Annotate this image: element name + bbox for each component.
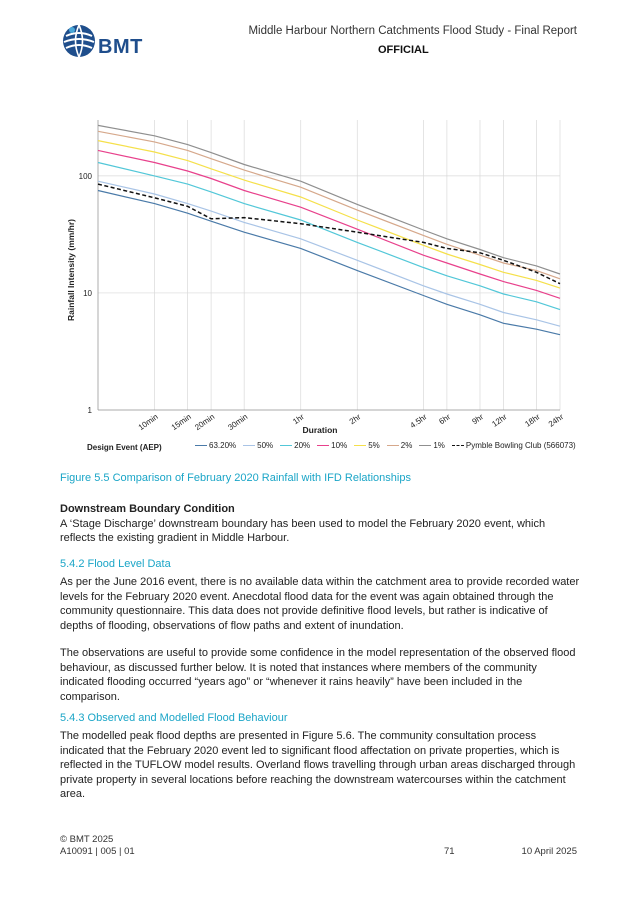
report-title: Middle Harbour Northern Catchments Flood Study - Final Report — [248, 25, 577, 37]
legend-item — [243, 441, 273, 450]
observed-heading: 5.4.3 Observed and Modelled Flood Behaviour — [60, 712, 288, 724]
downstream-text: A ‘Stage Discharge’ downstream boundary has been used to model the February 2020 event, which reflects the existing gradient in Middle Harbour. — [60, 517, 546, 544]
flood-level-p1: As per the June 2016 event, there is no available data within the catchment area to provide recorded water levels for the February 2020 event. Anecdotal flood data for the event was again obtained through the community questionnaire. This data does not provide definitive flood levels, but rather is indicative of depths of flooding, observations of flow paths and extent of inundation. — [60, 576, 580, 632]
legend-item — [280, 441, 310, 450]
flood-level-section — [60, 575, 580, 704]
x-tick-label: 12hr — [490, 412, 509, 429]
figure-caption: Figure 5.5 Comparison of February 2020 Rainfall with IFD Relationships — [60, 472, 411, 484]
flood-level-p2: The observations are useful to provide some confidence in the model representation of the observed flood behaviour, as discussed further below. It is noted that instances where members of the community indicated flooding occurred “years ago” or “whenever it rains heavily” have been included in the comparison. — [60, 647, 576, 703]
observed-p1: The modelled peak flood depths are presented in Figure 5.6. The community consultation process indicated that the February 2020 event led to significant flood affectation on private properties, which is reflected in the TUFLOW model results. Overland flows travelling through urban areas discharged through private property in several locations before reaching the downstream watercourses within the catchment area. — [60, 730, 576, 800]
series-line — [98, 125, 560, 274]
observed-section — [60, 729, 580, 802]
series-line — [98, 131, 560, 278]
legend-swatch — [317, 445, 329, 446]
chart-series — [98, 125, 560, 334]
chart-grid — [98, 120, 560, 410]
x-tick-label: 10min — [136, 412, 160, 433]
series-line — [98, 150, 560, 298]
legend-item — [387, 441, 413, 450]
legend-item — [419, 441, 445, 450]
legend-item — [452, 441, 576, 450]
y-tick-label: 1 — [87, 406, 92, 415]
legend-label: 5% — [368, 441, 380, 450]
legend-label: 10% — [331, 441, 348, 450]
legend-swatch — [419, 445, 431, 446]
x-tick-label: 24hr — [546, 412, 566, 429]
legend-item — [354, 441, 380, 450]
series-line — [98, 141, 560, 289]
x-axis-label: Duration — [302, 425, 338, 435]
legend-swatch — [280, 445, 292, 446]
footer-left — [60, 834, 135, 858]
x-tick-label: 2hr — [347, 412, 363, 427]
legend-swatch — [452, 445, 464, 446]
legend-label: Pymble Bowling Club (566073) — [465, 441, 576, 450]
legend-item — [195, 441, 236, 450]
x-tick-label: 1hr — [291, 412, 306, 427]
series-line — [98, 191, 560, 335]
legend-swatch — [195, 445, 207, 446]
legend-label: 20% — [294, 441, 311, 450]
y-tick-label: 100 — [78, 171, 92, 181]
classification-label: OFFICIAL — [378, 44, 429, 56]
legend-item — [317, 441, 347, 450]
chart-legend — [87, 441, 587, 457]
globe-icon — [63, 25, 95, 57]
legend-swatch — [243, 445, 255, 446]
legend-label: 63.20% — [209, 441, 237, 450]
x-tick-label: 15min — [169, 412, 193, 433]
downstream-section — [60, 502, 580, 546]
downstream-heading: Downstream Boundary Condition — [60, 503, 235, 515]
legend-label: 1% — [433, 441, 445, 450]
page-number: 71 — [444, 846, 455, 857]
footer-doc-ref: A10091 | 005 | 01 — [60, 846, 135, 857]
x-tick-label: 4.5hr — [408, 412, 429, 431]
legend-swatch — [354, 445, 366, 446]
legend-swatch — [387, 445, 399, 446]
series-line — [98, 163, 560, 310]
legend-items — [195, 441, 576, 450]
legend-label: 2% — [400, 441, 413, 450]
y-axis-label: Rainfall Intensity (mm/hr) — [66, 218, 76, 322]
x-tick-label: 20min — [193, 412, 217, 433]
page-date: 10 April 2025 — [521, 846, 577, 857]
legend-label: 50% — [257, 441, 274, 450]
footer-copyright: © BMT 2025 — [60, 834, 114, 845]
x-tick-label: 6hr — [437, 412, 453, 427]
logo-text: BMT — [98, 36, 143, 58]
chart-ticks — [79, 172, 566, 432]
y-tick-label: 10 — [83, 288, 92, 298]
flood-level-heading: 5.4.2 Flood Level Data — [60, 558, 171, 570]
x-tick-label: 30min — [226, 412, 250, 433]
rainfall-ifd-chart — [58, 110, 590, 460]
x-tick-label: 9hr — [470, 412, 486, 427]
legend-title: Design Event (AEP) — [87, 443, 162, 452]
x-tick-label: 18hr — [523, 412, 542, 429]
